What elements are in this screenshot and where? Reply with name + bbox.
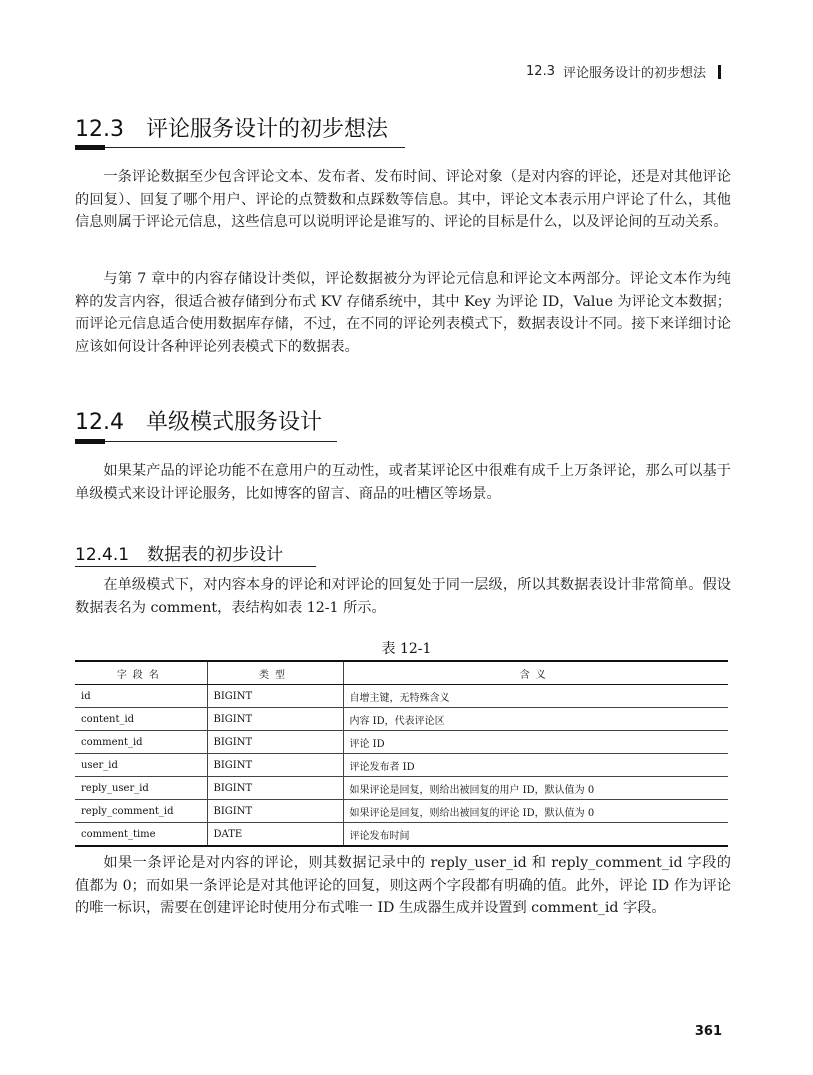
section-12-4-1-rule (75, 566, 316, 567)
section-12-4-1-title: 数据表的初步设计 (147, 545, 284, 565)
table-cell-field: comment_id (75, 731, 207, 754)
table-row (75, 731, 728, 754)
table-cell-field: reply_user_id (75, 777, 207, 800)
section-12-4-1-heading (75, 540, 283, 565)
section-12-4-1-number: 12.4.1 (75, 545, 130, 565)
table-cell-type: BIGINT (207, 731, 343, 754)
table-cell-type: BIGINT (207, 777, 343, 800)
section-12-4-number: 12.4 (75, 410, 124, 435)
after-table-paragraph-1: 如果一条评论是对内容的评论，则其数据记录中的 reply_user_id 和 reply_comment_id 字段的值都为 0；而如果一条评论是对其他评论的回复，则这两个字段都有明确的值。此外，评论 ID 作为评论的唯一标识，需要在创建评论时使用分布式唯一 ID 生成器生成并设置到 comment_id 字段。 (75, 855, 731, 917)
table-cell-field: comment_time (75, 823, 207, 847)
running-header (526, 62, 721, 81)
table-row (75, 823, 728, 847)
comment-table (75, 660, 728, 847)
table-cell-meaning: 评论发布时间 (343, 823, 728, 847)
table-row (75, 685, 728, 708)
table-cell-meaning: 自增主键，无特殊含义 (343, 685, 728, 708)
table-cell-type: BIGINT (207, 754, 343, 777)
running-header-bar (718, 65, 721, 79)
section-12-4-paragraph-1: 如果某产品的评论功能不在意用户的互动性，或者某评论区中很难有成千上万条评论，那么可以基于单级模式来设计评论服务，比如博客的留言、商品的吐槽区等场景。 (75, 463, 731, 502)
table-cell-field: content_id (75, 708, 207, 731)
page-number: 361 (694, 1024, 722, 1039)
section-12-3-number: 12.3 (75, 117, 124, 142)
running-header-section-title: 评论服务设计的初步想法 (562, 66, 706, 81)
table-cell-field: reply_comment_id (75, 800, 207, 823)
table-header-meaning: 含义 (343, 661, 728, 685)
table-cell-field: id (75, 685, 207, 708)
table-row (75, 800, 728, 823)
table-row (75, 754, 728, 777)
table-cell-type: DATE (207, 823, 343, 847)
table-cell-meaning: 如果评论是回复，则给出被回复的评论 ID，默认值为 0 (343, 800, 728, 823)
table-cell-meaning: 内容 ID，代表评论区 (343, 708, 728, 731)
table-cell-meaning: 评论 ID (343, 731, 728, 754)
table-cell-meaning: 评论发布者 ID (343, 754, 728, 777)
section-12-3-title: 评论服务设计的初步想法 (145, 117, 388, 142)
table-header-field-name: 字段名 (75, 661, 207, 685)
table-header-type: 类型 (207, 661, 343, 685)
section-12-3-paragraph-1: 一条评论数据至少包含评论文本、发布者、发布时间、评论对象（是对内容的评论，还是对其他评论的回复）、回复了哪个用户、评论的点赞数和点踩数等信息。其中，评论文本表示用户评论了什么，其他信息则属于评论元信息，这些信息可以说明评论是谁写的、评论的目标是什么，以及评论间的互动关系。 (75, 169, 731, 231)
table-cell-field: user_id (75, 754, 207, 777)
running-header-section-number: 12.3 (526, 64, 555, 79)
table-caption: 表 12-1 (381, 641, 432, 657)
table-row (75, 777, 728, 800)
section-12-4-1-paragraph-1: 在单级模式下，对内容本身的评论和对评论的回复处于同一层级，所以其数据表设计非常简单。假设数据表名为 comment，表结构如表 12-1 所示。 (75, 577, 731, 616)
section-12-3-heading (75, 112, 388, 143)
section-12-3-rule (75, 147, 405, 148)
section-12-4-rule (75, 441, 337, 442)
table-cell-type: BIGINT (207, 800, 343, 823)
section-12-4-title: 单级模式服务设计 (145, 410, 322, 435)
table-cell-type: BIGINT (207, 685, 343, 708)
table-header-row (75, 661, 728, 685)
table-cell-type: BIGINT (207, 708, 343, 731)
table-cell-meaning: 如果评论是回复，则给出被回复的用户 ID，默认值为 0 (343, 777, 728, 800)
section-12-4-heading (75, 405, 322, 436)
table-row (75, 708, 728, 731)
section-12-3-paragraph-2: 与第 7 章中的内容存储设计类似，评论数据被分为评论元信息和评论文本两部分。评论文本作为纯粹的发言内容，很适合被存储到分布式 KV 存储系统中，其中 Key 为评论 ID，Value 为评论文本数据；而评论元信息适合使用数据库存储，不过，在不同的评论列表模式下，数据表设计不同。接下来详细讨论应该如何设计各种评论列表模式下的数据表。 (75, 271, 731, 355)
